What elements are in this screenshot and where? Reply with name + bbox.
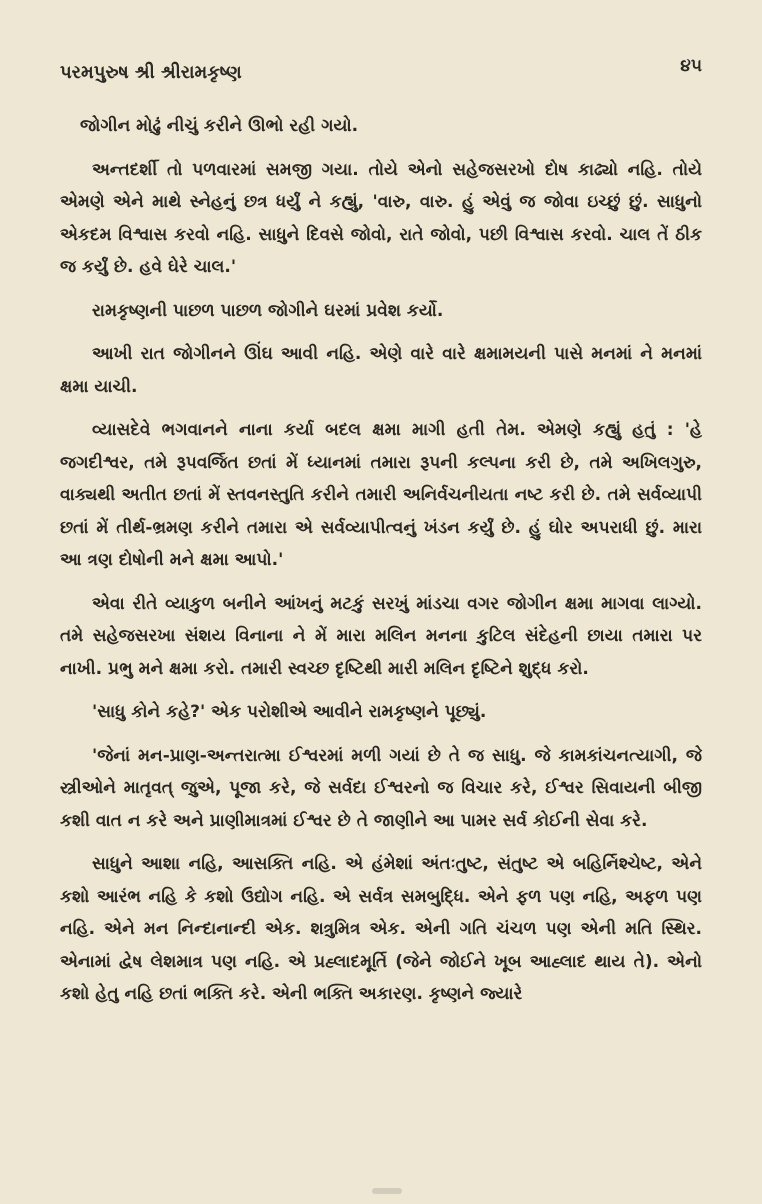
paragraph: જોગીન મોઢું નીચું કરીને ઊભો રહી ગયો. [80, 116, 359, 136]
paragraph: આખી રાત જોગીનને ઊંઘ આવી નહિ. એણે વારે વારે ક્ષમામયની પાસે મનમાં ને મનમાં ક્ષમા યાચી. [60, 344, 702, 397]
running-header [60, 56, 702, 100]
paragraph: 'જેનાં મન-પ્રાણ-અન્તરાત્મા ઈશ્વરમાં મળી ગયાં છે તે જ સાધુ. જે કામકાંચનત્યાગી, જે સ્ત્રીઓને માતૃવત્ જુએ, પૂજા કરે, જે સર્વદા ઈશ્વરનો જ વિચાર કરે, ઈશ્વર સિવાયની બીજી કશી વાત ન કરે અને પ્રાણીમાત્રમાં ઈશ્વર છે તે જાણીને આ પામર સર્વ કોઈની સેવા કરે. [60, 745, 702, 831]
paragraph: અન્તદર્શી તો પળવારમાં સમજી ગયા. તોયે એનો સહેજસરખો દોષ કાઢ્યો નહિ. તોયે એમણે એને માથે સ્નેહનું છત્ર ધર્યું ને કહ્યું, 'વારુ, વારુ. હું એવું જ જોવા ઇચ્છું છું. સાધુનો એકદમ વિશ્વાસ કરવો નહિ. સાધુને દિવસે જોવો, રાતે જોવો, પછી વિશ્વાસ કરવો. ચાલ તેં ઠીક જ કર્યું છે. હવે ઘેરે ચાલ.' [60, 159, 702, 277]
paragraph: 'સાધુ કોને કહે?' એક પરોશીએ આવીને રામકૃષ્ણને પૂછ્યું. [92, 702, 487, 722]
running-title: પરમપુરુષ શ્રી શ્રીરામકૃષ્ણ [60, 62, 242, 83]
paragraph: વ્યાસદેવે ભગવાનને નાના કર્યા બદલ ક્ષમા માગી હતી તેમ. એમણે કહ્યું હતું : 'હે જગદીશ્વર, તમે રૂપવર્જિત છતાં મેં ધ્યાનમાં તમારા રૂપની કલ્પના કરી છે, તમે અખિલગુરુ, વાક્યથી અતીત છતાં મેં સ્તવનસ્તુતિ કરીને તમારી અનિર્વચનીયતા નષ્ટ કરી છે. તમે સર્વવ્યાપી છતાં મેં તીર્થ-ભ્રમણ કરીને તમારા એ સર્વવ્યાપીત્વનું ખંડન કર્યું છે. હું ઘોર અપરાધી છું. મારા આ ત્રણ દોષોની મને ક્ષમા આપો.' [60, 420, 702, 570]
paragraph: એવા રીતે વ્યાકુળ બનીને આંખનું મટકું સરખું માંડચા વગર જોગીન ક્ષમા માગવા લાગ્યો. તમે સહેજસરખા સંશય વિનાના ને મેં મારા મલિન મનના કુટિલ સંદેહની છાયા તમારા પર નાખી. પ્રભુ મને ક્ષમા કરો. તમારી સ્વચ્છ દૃષ્ટિથી મારી મલિન દૃષ્ટિને શુદ્ધ કરો. [60, 593, 702, 679]
page-number: ૪૫ [680, 56, 702, 76]
paragraph: સાધુને આશા નહિ, આસક્તિ નહિ. એ હંમેશાં અંતઃતુષ્ટ, સંતુષ્ટ એ બહિર્નિશ્ચેષ્ટ, એને કશો આરંભ નહિ કે કશો ઉદ્યોગ નહિ. એ સર્વત્ર સમબુદ્ધિ. એને ફળ પણ નહિ, અફળ પણ નહિ. એને મન નિન્દાનાન્દી એક. શત્રુમિત્ર એક. એની ગતિ ચંચળ પણ એની મતિ સ્થિર. એનામાં દ્વેષ લેશમાત્ર પણ નહિ. એ પ્રહ્લાદમૂર્તિ (જેને જોઈને ખૂબ આહ્લાદ થાય તે). એનો કશો હેતુ નહિ છતાં ભક્તિ કરે. એની ભક્તિ અકારણ. કૃષ્ણને જ્યારે [60, 854, 702, 1004]
ink-smudge [372, 1188, 402, 1194]
paragraph: રામકૃષ્ણની પાછળ પાછળ જોગીને ઘરમાં પ્રવેશ કર્યો. [92, 300, 444, 321]
body-text [60, 110, 702, 1011]
